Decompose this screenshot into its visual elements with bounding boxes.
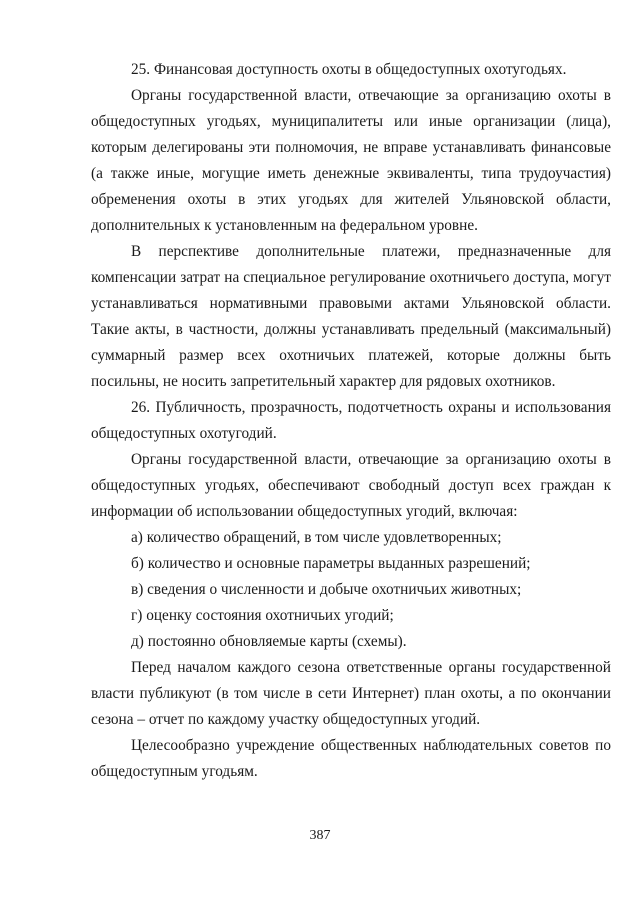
list-item-g: г) оценку состояния охотничьих угодий; [131, 607, 394, 624]
section-heading-26: 26. Публичность, прозрачность, подотчетность охраны и использования общедоступных охотугодий. [91, 399, 611, 442]
page-number: 387 [309, 828, 331, 843]
list-item-a: а) количество обращений, в том числе удовлетворенных; [131, 529, 502, 546]
page-body [91, 57, 611, 785]
body-paragraph: Органы государственной власти, отвечающие за организацию охоты в общедоступных угодьях, муниципалитеты или иные организации (лица), которым делегированы эти полномочия, не вправе устанавливать финансовые (а также иные, могущие иметь денежные эквиваленты, типа трудоучастия) обременения охоты в этих угодьях для жителей Ульяновской области, дополнительных к установленным на федеральном уровне. [91, 87, 611, 234]
list-item-v: в) сведения о численности и добыче охотничьих животных; [131, 581, 522, 598]
body-paragraph: В перспективе дополнительные платежи, предназначенные для компенсации затрат на специальное регулирование охотничьего доступа, могут устанавливаться нормативными правовыми актами Ульяновской области. Такие акты, в частности, должны устанавливать предельный (максимальный) суммарный размер всех охотничьих платежей, которые должны быть посильны, не носить запретительный характер для рядовых охотников. [91, 243, 611, 390]
body-paragraph: Перед началом каждого сезона ответственные органы государственной власти публикуют (в том числе в сети Интернет) план охоты, а по окончании сезона – отчет по каждому участку общедоступных угодий. [91, 659, 611, 728]
body-paragraph: Органы государственной власти, отвечающие за организацию охоты в общедоступных угодьях, обеспечивают свободный доступ всех граждан к информации об использовании общедоступных угодий, включая: [91, 451, 611, 520]
body-paragraph: Целесообразно учреждение общественных наблюдательных советов по общедоступным угодьям. [91, 737, 611, 780]
list-item-d: д) постоянно обновляемые карты (схемы). [131, 633, 407, 650]
list-item-b: б) количество и основные параметры выданных разрешений; [131, 555, 531, 572]
section-heading-25: 25. Финансовая доступность охоты в общедоступных охотугодьях. [131, 61, 567, 78]
